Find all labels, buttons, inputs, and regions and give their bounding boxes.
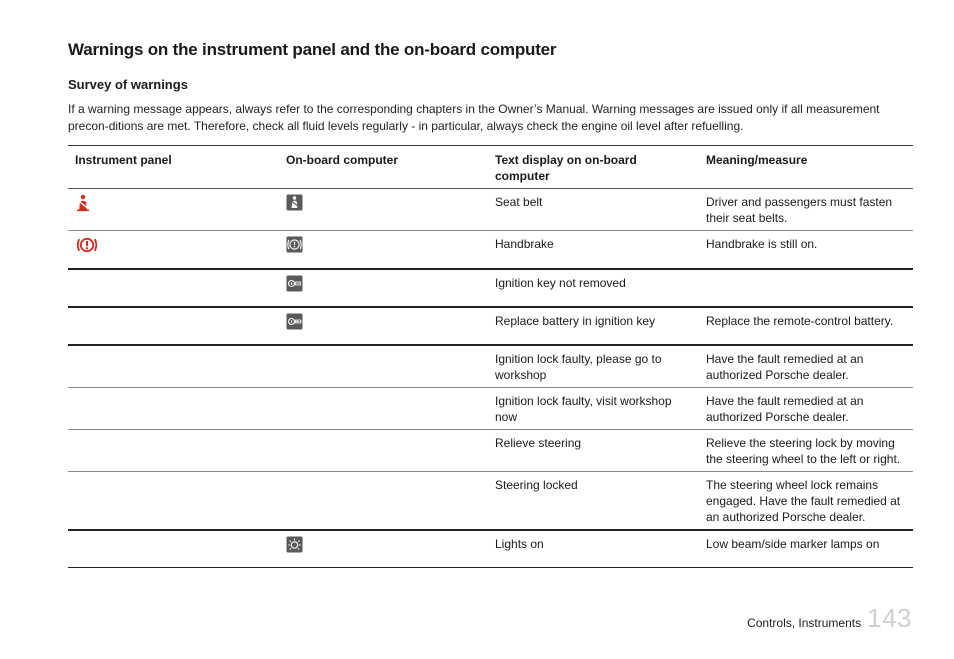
cell-text-display: Replace battery in ignition key bbox=[495, 313, 656, 328]
cell-meaning: Relieve the steering lock by moving the steering wheel to the left or right. bbox=[706, 435, 901, 466]
seatbelt-icon bbox=[286, 194, 303, 211]
lights-on-icon bbox=[286, 536, 303, 553]
cell-meaning: Have the fault remedied at an authorized Porsche dealer. bbox=[706, 351, 864, 382]
cell-instrument-panel bbox=[68, 387, 279, 429]
intro-paragraph: If a warning message appears, always refer to the corresponding chapters in the Owner’s Manual. Warning messages are issued only if all measurement precon-ditions are met. Therefore, check all fluid levels regularly - in particular, always check the engine oil level after refuelling. bbox=[68, 102, 880, 133]
cell-text-display: Ignition lock faulty, please go to workshop bbox=[495, 351, 662, 382]
cell-text-display: Relieve steering bbox=[495, 435, 582, 450]
page-footer bbox=[747, 603, 912, 634]
cell-text-display: Handbrake bbox=[495, 237, 554, 251]
cell-meaning: The steering wheel lock remains engaged. Have the fault remedied at an authorized Porsche dealer. bbox=[706, 477, 901, 524]
handbrake-icon bbox=[286, 236, 303, 253]
cell-meaning: Driver and passengers must fasten their seat belts. bbox=[706, 195, 893, 225]
ignition-key-icon bbox=[286, 275, 303, 292]
cell-onboard-computer bbox=[279, 269, 488, 307]
cell-meaning bbox=[699, 269, 913, 307]
cell-instrument-panel bbox=[68, 189, 279, 231]
cell-meaning: Replace the remote-control battery. bbox=[706, 313, 894, 328]
table-row bbox=[68, 231, 913, 269]
table-row bbox=[68, 345, 913, 388]
cell-instrument-panel bbox=[68, 231, 279, 269]
table-row bbox=[68, 269, 913, 307]
section-heading: Survey of warnings bbox=[68, 77, 188, 92]
cell-meaning: Handbrake is still on. bbox=[706, 237, 818, 251]
table-row bbox=[68, 530, 913, 568]
cell-instrument-panel bbox=[68, 269, 279, 307]
cell-text-display: Ignition key not removed bbox=[495, 275, 626, 290]
table-row bbox=[68, 307, 913, 345]
table-header-row bbox=[68, 146, 913, 189]
page-title: Warnings on the instrument panel and the on-board computer bbox=[68, 40, 557, 59]
footer-section-title: Controls, Instruments bbox=[747, 616, 862, 630]
cell-instrument-panel bbox=[68, 471, 279, 530]
cell-onboard-computer bbox=[279, 429, 488, 471]
cell-onboard-computer bbox=[279, 307, 488, 345]
header-onboard-computer: On-board computer bbox=[286, 153, 399, 167]
table-row bbox=[68, 471, 913, 530]
header-text-display: Text display on on-board computer bbox=[495, 153, 637, 183]
key-battery-icon bbox=[286, 313, 303, 330]
cell-instrument-panel bbox=[68, 429, 279, 471]
header-instrument-panel: Instrument panel bbox=[75, 153, 172, 167]
table-row bbox=[68, 429, 913, 471]
seatbelt-warning-icon bbox=[75, 194, 91, 212]
cell-meaning: Low beam/side marker lamps on bbox=[706, 536, 880, 551]
cell-onboard-computer bbox=[279, 189, 488, 231]
cell-onboard-computer bbox=[279, 530, 488, 568]
cell-instrument-panel bbox=[68, 307, 279, 345]
cell-onboard-computer bbox=[279, 471, 488, 530]
cell-instrument-panel bbox=[68, 345, 279, 388]
cell-text-display: Seat belt bbox=[495, 195, 543, 209]
table-row bbox=[68, 387, 913, 429]
cell-meaning: Have the fault remedied at an authorized Porsche dealer. bbox=[706, 393, 864, 424]
header-meaning: Meaning/measure bbox=[706, 153, 808, 167]
cell-text-display: Ignition lock faulty, visit workshop now bbox=[495, 393, 672, 424]
cell-onboard-computer bbox=[279, 387, 488, 429]
warnings-table bbox=[68, 145, 913, 568]
cell-onboard-computer bbox=[279, 231, 488, 269]
cell-instrument-panel bbox=[68, 530, 279, 568]
table-row bbox=[68, 189, 913, 231]
cell-text-display: Lights on bbox=[495, 536, 544, 551]
page-number: 143 bbox=[867, 603, 912, 633]
cell-text-display: Steering locked bbox=[495, 477, 578, 492]
cell-onboard-computer bbox=[279, 345, 488, 388]
handbrake-warning-icon bbox=[75, 236, 99, 254]
